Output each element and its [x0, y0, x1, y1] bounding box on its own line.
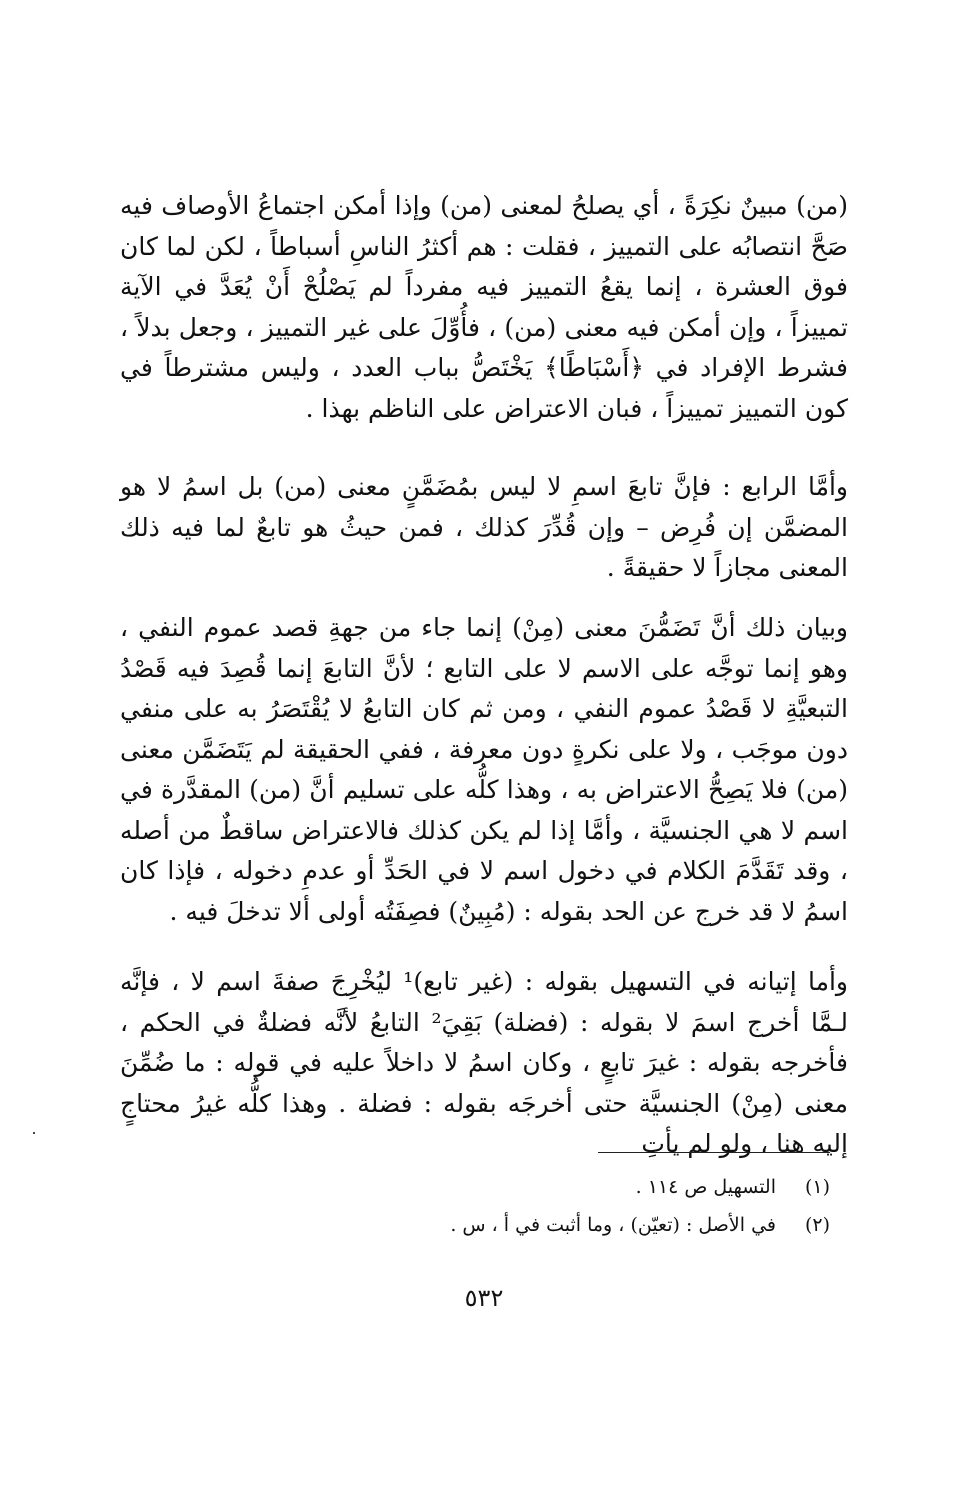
footnote-1-text: التسهيل ص ١١٤ .	[635, 1176, 776, 1198]
paragraph-1: (من) مبينٌ نكِرَةً ، أي يصلحُ لمعنى (من) وإذا أمكن اجتماعُ الأوصاف فيه صَحَّ انتصابُه على التمييز ، فقلت : هم أكثرُ الناسِ أسباطاً ، لكن لما كان فوق العشرة ، إنما يقعُ التمييز فيه مفرداً لم يَصْلُحْ أَنْ يُعَدَّ في الآية تمييزاً ، وإن أمكن فيه معنى (من) ، فأُوِّلَ على غير التمييز ، وجعل بدلاً ، فشرط الإفراد في ﴿أَسْبَاطًا﴾ يَخْتَصُّ بباب العدد ، وليس مشترطاً في كون التمييز تمييزاً ، فبان الاعتراض على الناظم بهذا .	[120, 191, 848, 423]
footnote-2-number: (٢)	[804, 1214, 830, 1236]
footnote-1	[330, 1168, 830, 1206]
footnotes	[330, 1168, 830, 1244]
paragraph-3: وبيان ذلك أنَّ تَضَمُّنَ معنى (مِنْ) إنما جاء من جهةِ قصد عموم النفي ، وهو إنما توجَّه على الاسم لا على التابع ؛ لأنَّ التابعَ إنما قُصِدَ فيه قَصْدُ التبعيَّةِ لا قَصْدُ عموم النفي ، ومن ثم كان التابعُ لا يُقْتَصَرُ به على منفي دون موجَب ، ولا على نكرةٍ دون معرفة ، ففي الحقيقة لم يَتَضَمَّن معنى (من) فلا يَصِحُّ الاعتراض به ، وهذا كلُّه على تسليم أنَّ (من) المقدَّرة في اسم لا هي الجنسيَّة ، وأمَّا إذا لم يكن كذلك فالاعتراض ساقطٌ من أصله ، وقد تَقَدَّمَ الكلام في دخول اسم لا في الحَدِّ أو عدمِ دخوله ، فإذا كان اسمُ لا قد خرج عن الحد بقوله : (مُبِينٌ) فصِفَتُه أولى ألا تدخلَ فيه .	[120, 613, 848, 926]
page-number: ٥٣٢	[464, 1284, 504, 1312]
scan-speck	[33, 1132, 35, 1134]
paragraph-4: وأما إتيانه في التسهيل بقوله : (غير تابع)¹ ليُخْرِجَ صفةَ اسم لا ، فإنَّه لـمَّا أخرج اسمَ لا بقوله : (فضلة) بَقِيَ² التابعُ لأنَّه فضلةٌ في الحكم ، فأخرجه بقوله : غيرَ تابعٍ ، وكان اسمُ لا داخلاً عليه في قوله : ما ضُمِّنَ معنى (مِنْ) الجنسيَّة حتى أخرجَه بقوله : فضلة . وهذا كلُّه غيرُ محتاجٍ إليه هنا ، ولو لم يأتِ	[120, 967, 848, 1158]
paragraph-2: وأمَّا الرابع : فإنَّ تابعَ اسمِ لا ليس بمُضَمَّنٍ معنى (من) بل اسمُ لا هو المضمَّن إن فُرِض – وإن قُدِّرَ كذلك ، فمن حيثُ هو تابعٌ لما فيه ذلك المعنى مجازاً لا حقيقةً .	[120, 472, 848, 582]
footnote-1-number: (١)	[804, 1176, 830, 1198]
footnote-2-text: في الأصل : (تعيّن) ، وما أثبت في أ ، س .	[450, 1214, 776, 1236]
footnote-divider	[598, 1152, 830, 1153]
footnote-2	[330, 1206, 830, 1244]
